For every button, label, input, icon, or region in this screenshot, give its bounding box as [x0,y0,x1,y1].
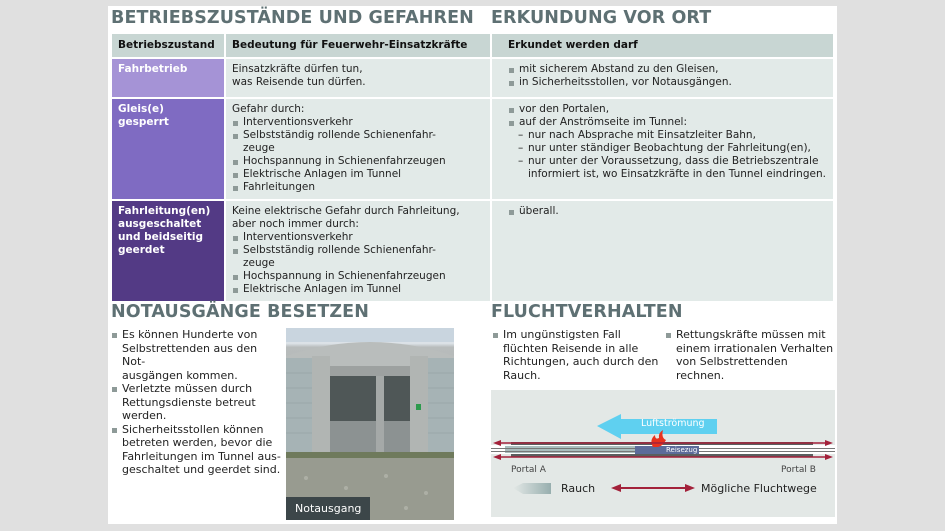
list-item: Fahrleitungen [232,181,484,194]
explore-cell [491,98,834,200]
list-item-continuation: zeuge [243,142,275,154]
state-gleis-gesperrt [111,98,225,200]
list-item: mit sicherem Abstand zu den Gleisen, [508,63,827,76]
section-title-fluchtverhalten: FLUCHTVERHALTEN [491,302,683,322]
table-row [111,98,834,200]
section-title-notausgaenge: NOTAUSGÄNGE BESETZEN [111,302,369,322]
column-header-explore: Erkundet werden darf [491,33,834,58]
table-row [111,200,834,302]
column-header-state: Betriebszustand [111,33,225,58]
legend-smoke-label: Rauch [561,482,596,495]
state-label: und beidseitig [118,231,203,243]
list-item: vor den Portalen, [508,103,827,116]
table-row [111,58,834,98]
list-item: Elektrische Anlagen im Tunnel [232,283,484,296]
state-label: Gleis(e) [118,103,164,115]
meaning-text: was Reisende tun dürfen. [232,76,366,88]
list-item: Verletzte müssen durch Rettungsdienste betreut werden. [111,382,283,423]
emergency-exit-photo [286,328,454,520]
list-item: Selbstständig rollende Schienenfahr- [232,244,484,257]
list-item: Es können Hunderte von Selbstrettenden aus den Not- ausgängen kommen. [111,328,283,382]
sub-list-item: – nur unter ständiger Beobachtung der Fahrleitung(en), [508,142,827,155]
list-item: überall. [508,205,827,218]
flucht-list-left [492,328,662,382]
emergency-exit-building-image [286,328,454,520]
state-label: gesperrt [118,116,169,128]
state-fahrbetrieb: Fahrbetrieb [111,58,225,98]
explore-cell [491,58,834,98]
list-item: Sicherheitsstollen können betreten werden, bevor die Fahrleitungen im Tunnel aus- geschaltet und geerdet sind. [111,423,283,477]
list-item: Interventionsverkehr [232,116,484,129]
smoke-legend-icon [513,483,551,494]
meaning-text: Keine elektrische Gefahr durch Fahrleitung, [232,205,460,217]
state-label: geerdet [118,244,165,256]
notausgaenge-list [111,328,283,477]
state-fahrleitung-geerdet [111,200,225,302]
meaning-cell [225,58,491,98]
sub-list-item: – nur unter der Voraussetzung, dass die Betriebszentrale [508,155,827,168]
tunnel-escape-diagram [491,390,835,517]
flucht-list-right [665,328,837,382]
section-title-betriebszustaende: BETRIEBSZUSTÄNDE UND GEFAHREN [111,8,474,28]
list-item: Selbstständig rollende Schienenfahr- [232,129,484,142]
portal-a-label: Portal A [511,465,546,475]
list-item: auf der Anströmseite im Tunnel: [508,116,827,129]
meaning-text: Einsatzkräfte dürfen tun, [232,63,363,75]
list-item: Interventionsverkehr [232,231,484,244]
table-header-row [111,33,834,58]
train-label: Reisezug [666,446,698,454]
column-header-meaning: Bedeutung für Feuerwehr-Einsatzkräfte [225,33,491,58]
list-item: Hochspannung in Schienenfahrzeugen [232,270,484,283]
portal-b-label: Portal B [781,465,816,475]
meaning-text: aber noch immer durch: [232,218,359,230]
infographic-page [108,6,837,524]
list-item: in Sicherheitsstollen, vor Notausgängen. [508,76,827,89]
list-item: Im ungünstigsten Fall flüchten Reisende in alle Richtungen, auch durch den Rauch. [492,328,662,382]
photo-caption: Notausgang [286,497,370,520]
operating-states-table [110,32,835,303]
legend-escape-label: Mögliche Fluchtwege [701,482,817,495]
explore-cell [491,200,834,302]
airflow-label: Luftströmung [641,418,705,429]
list-item-continuation: zeuge [243,257,275,269]
sub-list-item: – nur nach Absprache mit Einsatzleiter Bahn, [508,129,827,142]
meaning-cell [225,200,491,302]
list-item: Elektrische Anlagen im Tunnel [232,168,484,181]
section-title-erkundung: ERKUNDUNG VOR ORT [491,8,712,28]
sub-list-item-continuation: informiert ist, wo Einsatzkräfte in den Tunnel eindringen. [528,168,826,180]
state-label: Fahrleitung(en) [118,205,211,217]
state-label: ausgeschaltet [118,218,202,230]
meaning-text: Gefahr durch: [232,103,305,115]
tunnel-diagram-graphic [491,390,835,517]
list-item: Rettungskräfte müssen mit einem irrationalen Verhalten von Selbstrettenden rechnen. [665,328,837,382]
list-item: Hochspannung in Schienenfahrzeugen [232,155,484,168]
meaning-cell [225,98,491,200]
